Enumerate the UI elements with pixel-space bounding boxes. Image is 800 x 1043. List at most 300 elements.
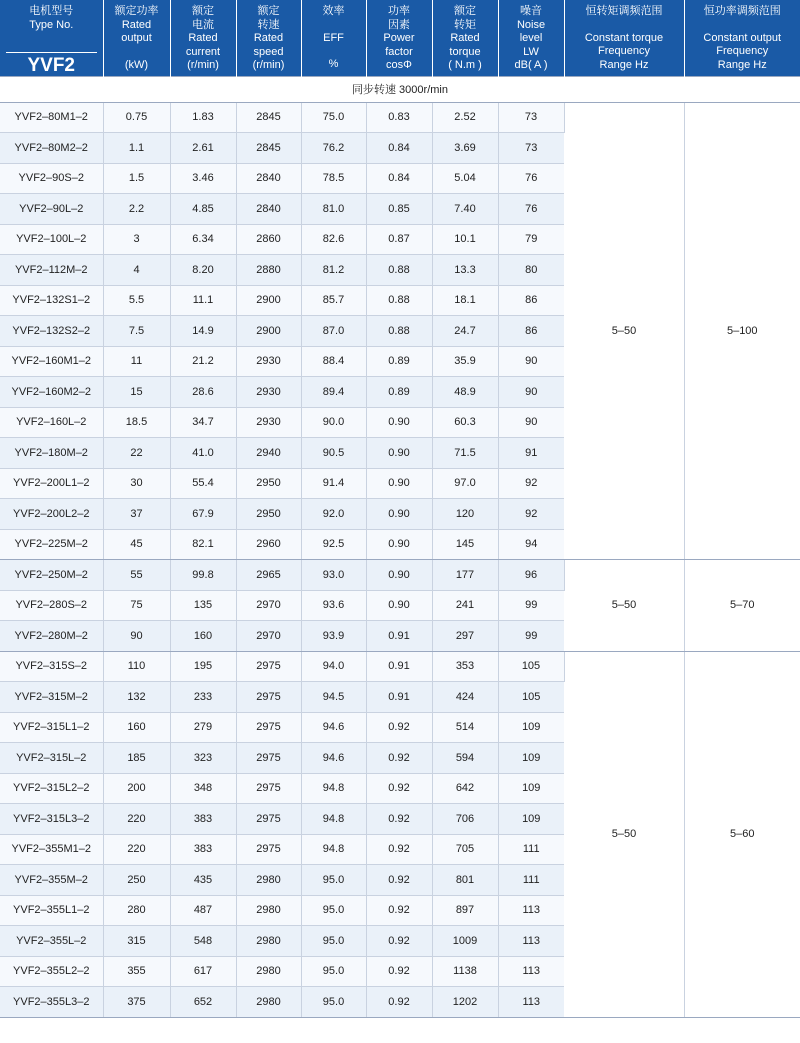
header-label: level	[519, 32, 543, 44]
efficiency-cell: 94.8	[301, 803, 366, 834]
header-power-factor	[366, 0, 432, 76]
model-cell: YVF2–315L1–2	[0, 712, 103, 742]
rated-current-cell: 3.46	[170, 163, 236, 193]
efficiency-cell: 94.0	[301, 651, 366, 681]
rated-current-cell: 21.2	[170, 346, 236, 376]
power-factor-cell: 0.90	[366, 468, 432, 498]
rated-output-cell: 3	[103, 224, 170, 254]
rated-current-cell: 383	[170, 834, 236, 864]
power-factor-cell: 0.91	[366, 681, 432, 712]
rated-output-cell: 110	[103, 651, 170, 681]
efficiency-cell: 95.0	[301, 956, 366, 986]
rated-output-cell: 132	[103, 681, 170, 712]
rated-current-cell: 617	[170, 956, 236, 986]
header-rated-torque	[432, 0, 498, 76]
header-type-en: Type No.	[29, 18, 74, 31]
rated-current-cell: 383	[170, 803, 236, 834]
rated-speed-cell: 2840	[236, 163, 301, 193]
rated-speed-cell: 2975	[236, 681, 301, 712]
rated-torque-cell: 1202	[432, 986, 498, 1017]
rated-torque-cell: 2.52	[432, 102, 498, 132]
header-unit: (r/min)	[187, 59, 219, 71]
model-cell: YVF2–132S2–2	[0, 315, 103, 346]
power-factor-cell: 0.87	[366, 224, 432, 254]
power-factor-cell: 0.89	[366, 346, 432, 376]
model-cell: YVF2–355L1–2	[0, 895, 103, 925]
noise-level-cell: 99	[498, 590, 564, 620]
rated-speed-cell: 2975	[236, 712, 301, 742]
rated-speed-cell: 2970	[236, 620, 301, 651]
rated-speed-cell: 2960	[236, 529, 301, 559]
rated-torque-cell: 18.1	[432, 285, 498, 315]
rated-output-cell: 2.2	[103, 193, 170, 224]
efficiency-cell: 78.5	[301, 163, 366, 193]
rated-speed-cell: 2950	[236, 468, 301, 498]
rated-torque-cell: 60.3	[432, 407, 498, 437]
model-cell: YVF2–160M2–2	[0, 376, 103, 407]
power-factor-cell: 0.92	[366, 895, 432, 925]
header-label: Constant output	[703, 31, 782, 44]
rated-speed-cell: 2840	[236, 193, 301, 224]
header-label: Power	[383, 32, 415, 44]
noise-level-cell: 99	[498, 620, 564, 651]
noise-level-cell: 73	[498, 102, 564, 132]
constant-output-range-cell: 5–100	[684, 102, 800, 559]
efficiency-cell: 75.0	[301, 102, 366, 132]
model-cell: YVF2–315L2–2	[0, 773, 103, 803]
model-cell: YVF2–355M1–2	[0, 834, 103, 864]
rated-speed-cell: 2975	[236, 834, 301, 864]
rated-torque-cell: 801	[432, 864, 498, 895]
rated-torque-cell: 97.0	[432, 468, 498, 498]
noise-level-cell: 90	[498, 346, 564, 376]
rated-speed-cell: 2940	[236, 437, 301, 468]
rated-torque-cell: 1138	[432, 956, 498, 986]
noise-level-cell: 79	[498, 224, 564, 254]
rated-current-cell: 652	[170, 986, 236, 1017]
power-factor-cell: 0.88	[366, 285, 432, 315]
rated-torque-cell: 3.69	[432, 132, 498, 163]
efficiency-cell: 82.6	[301, 224, 366, 254]
power-factor-cell: 0.90	[366, 437, 432, 468]
rated-current-cell: 348	[170, 773, 236, 803]
power-factor-cell: 0.92	[366, 834, 432, 864]
rated-output-cell: 15	[103, 376, 170, 407]
power-factor-cell: 0.92	[366, 956, 432, 986]
rated-current-cell: 435	[170, 864, 236, 895]
constant-output-range-cell: 5–60	[684, 651, 800, 1017]
header-label: EFF	[323, 31, 344, 44]
header-unit: cosΦ	[386, 59, 412, 71]
noise-level-cell: 113	[498, 895, 564, 925]
noise-level-cell: 73	[498, 132, 564, 163]
rated-speed-cell: 2900	[236, 285, 301, 315]
noise-level-cell: 92	[498, 468, 564, 498]
rated-current-cell: 135	[170, 590, 236, 620]
rated-torque-cell: 5.04	[432, 163, 498, 193]
rated-output-cell: 355	[103, 956, 170, 986]
header-label: 额定	[454, 5, 476, 17]
rated-output-cell: 280	[103, 895, 170, 925]
table-row	[0, 559, 800, 590]
rated-current-cell: 4.85	[170, 193, 236, 224]
efficiency-cell: 81.2	[301, 254, 366, 285]
power-factor-cell: 0.90	[366, 498, 432, 529]
header-label: current	[185, 45, 221, 58]
rated-output-cell: 18.5	[103, 407, 170, 437]
table-row	[0, 102, 800, 132]
power-factor-cell: 0.85	[366, 193, 432, 224]
rated-torque-cell: 13.3	[432, 254, 498, 285]
rated-torque-cell: 297	[432, 620, 498, 651]
rated-current-cell: 487	[170, 895, 236, 925]
rated-current-cell: 279	[170, 712, 236, 742]
rated-torque-cell: 642	[432, 773, 498, 803]
model-cell: YVF2–355L2–2	[0, 956, 103, 986]
efficiency-cell: 93.0	[301, 559, 366, 590]
power-factor-cell: 0.90	[366, 590, 432, 620]
efficiency-cell: 94.6	[301, 712, 366, 742]
rated-speed-cell: 2930	[236, 407, 301, 437]
rated-torque-cell: 514	[432, 712, 498, 742]
model-name: YVF2	[6, 52, 97, 78]
efficiency-cell: 76.2	[301, 132, 366, 163]
rated-torque-cell: 353	[432, 651, 498, 681]
rated-current-cell: 11.1	[170, 285, 236, 315]
power-factor-cell: 0.90	[366, 529, 432, 559]
constant-torque-range-cell: 5–50	[564, 559, 684, 651]
rated-output-cell: 375	[103, 986, 170, 1017]
rated-output-cell: 220	[103, 834, 170, 864]
model-cell: YVF2–355M–2	[0, 864, 103, 895]
rated-speed-cell: 2975	[236, 803, 301, 834]
rated-speed-cell: 2880	[236, 254, 301, 285]
rated-speed-cell: 2975	[236, 773, 301, 803]
model-cell: YVF2–80M1–2	[0, 102, 103, 132]
header-label: 功率	[388, 5, 410, 17]
table-body	[0, 76, 800, 1017]
efficiency-cell: 92.0	[301, 498, 366, 529]
constant-torque-range-cell: 5–50	[564, 651, 684, 1017]
header-label: Frequency	[598, 45, 650, 57]
noise-level-cell: 90	[498, 407, 564, 437]
header-label: Constant torque	[584, 31, 664, 44]
rated-current-cell: 28.6	[170, 376, 236, 407]
rated-torque-cell: 145	[432, 529, 498, 559]
header-rated-current	[170, 0, 236, 76]
table-row	[0, 651, 800, 681]
header-label: Range Hz	[717, 58, 767, 71]
rated-torque-cell: 48.9	[432, 376, 498, 407]
rated-output-cell: 1.5	[103, 163, 170, 193]
noise-level-cell: 111	[498, 864, 564, 895]
rated-torque-cell: 7.40	[432, 193, 498, 224]
efficiency-cell: 87.0	[301, 315, 366, 346]
noise-level-cell: 80	[498, 254, 564, 285]
rated-speed-cell: 2980	[236, 925, 301, 956]
rated-speed-cell: 2975	[236, 742, 301, 773]
model-cell: YVF2–200L2–2	[0, 498, 103, 529]
rated-speed-cell: 2980	[236, 895, 301, 925]
rated-torque-cell: 594	[432, 742, 498, 773]
header-noise-level	[498, 0, 564, 76]
rated-speed-cell: 2965	[236, 559, 301, 590]
efficiency-cell: 94.6	[301, 742, 366, 773]
rated-speed-cell: 2980	[236, 986, 301, 1017]
efficiency-cell: 90.5	[301, 437, 366, 468]
rated-current-cell: 2.61	[170, 132, 236, 163]
model-cell: YVF2–80M2–2	[0, 132, 103, 163]
efficiency-cell: 85.7	[301, 285, 366, 315]
noise-level-cell: 113	[498, 956, 564, 986]
power-factor-cell: 0.88	[366, 315, 432, 346]
rated-output-cell: 22	[103, 437, 170, 468]
header-label: 电流	[192, 18, 214, 31]
rated-torque-cell: 71.5	[432, 437, 498, 468]
noise-level-cell: 86	[498, 285, 564, 315]
rated-current-cell: 323	[170, 742, 236, 773]
efficiency-cell: 95.0	[301, 986, 366, 1017]
rated-speed-cell: 2930	[236, 346, 301, 376]
header-constant-torque-range	[564, 0, 684, 76]
rated-output-cell: 4	[103, 254, 170, 285]
rated-current-cell: 160	[170, 620, 236, 651]
model-cell: YVF2–100L–2	[0, 224, 103, 254]
rated-output-cell: 5.5	[103, 285, 170, 315]
model-cell: YVF2–160M1–2	[0, 346, 103, 376]
efficiency-cell: 93.9	[301, 620, 366, 651]
efficiency-cell: 93.6	[301, 590, 366, 620]
model-cell: YVF2–160L–2	[0, 407, 103, 437]
rated-current-cell: 34.7	[170, 407, 236, 437]
header-label: 噪音	[520, 5, 542, 17]
header-unit: dB( A )	[514, 59, 548, 71]
noise-level-cell: 94	[498, 529, 564, 559]
rated-output-cell: 0.75	[103, 102, 170, 132]
header-label: factor	[385, 45, 413, 58]
header-label: 额定功率	[114, 5, 159, 17]
model-cell: YVF2–315M–2	[0, 681, 103, 712]
efficiency-cell: 88.4	[301, 346, 366, 376]
header-label: 恒功率调频范围	[703, 5, 781, 17]
noise-level-cell: 86	[498, 315, 564, 346]
constant-output-range-cell: 5–70	[684, 559, 800, 651]
rated-current-cell: 195	[170, 651, 236, 681]
noise-level-cell: 105	[498, 651, 564, 681]
rated-speed-cell: 2975	[236, 651, 301, 681]
model-cell: YVF2–90L–2	[0, 193, 103, 224]
power-factor-cell: 0.88	[366, 254, 432, 285]
power-factor-cell: 0.92	[366, 864, 432, 895]
efficiency-cell: 95.0	[301, 895, 366, 925]
rated-current-cell: 99.8	[170, 559, 236, 590]
rated-current-cell: 8.20	[170, 254, 236, 285]
rated-torque-cell: 706	[432, 803, 498, 834]
rated-torque-cell: 241	[432, 590, 498, 620]
rated-current-cell: 41.0	[170, 437, 236, 468]
header-type-cn: 电机型号	[29, 5, 74, 17]
header-label: 效率	[322, 5, 345, 17]
header-label: 转矩	[454, 18, 476, 31]
efficiency-cell: 95.0	[301, 925, 366, 956]
header-label: 转速	[257, 18, 280, 31]
header-label: torque	[449, 45, 481, 58]
power-factor-cell: 0.92	[366, 803, 432, 834]
noise-level-cell: 111	[498, 834, 564, 864]
rated-output-cell: 7.5	[103, 315, 170, 346]
rated-output-cell: 30	[103, 468, 170, 498]
efficiency-cell: 94.5	[301, 681, 366, 712]
efficiency-cell: 94.8	[301, 834, 366, 864]
header-label: 额定	[192, 5, 214, 17]
power-factor-cell: 0.83	[366, 102, 432, 132]
model-cell: YVF2–315L3–2	[0, 803, 103, 834]
model-cell: YVF2–280S–2	[0, 590, 103, 620]
header-label: Rated	[121, 18, 152, 31]
power-factor-cell: 0.89	[366, 376, 432, 407]
header-label: 因素	[388, 18, 410, 31]
rated-output-cell: 55	[103, 559, 170, 590]
rated-torque-cell: 24.7	[432, 315, 498, 346]
noise-level-cell: 105	[498, 681, 564, 712]
header-efficiency	[301, 0, 366, 76]
rated-output-cell: 250	[103, 864, 170, 895]
rated-speed-cell: 2845	[236, 102, 301, 132]
rated-output-cell: 37	[103, 498, 170, 529]
header-label: output	[121, 32, 152, 44]
rated-speed-cell: 2980	[236, 864, 301, 895]
constant-torque-range-cell: 5–50	[564, 102, 684, 559]
rated-output-cell: 11	[103, 346, 170, 376]
noise-level-cell: 76	[498, 163, 564, 193]
rated-torque-cell: 35.9	[432, 346, 498, 376]
efficiency-cell: 91.4	[301, 468, 366, 498]
rated-current-cell: 14.9	[170, 315, 236, 346]
header-unit: (kW)	[124, 58, 149, 71]
header-rated-output	[103, 0, 170, 76]
header-label: Rated	[450, 32, 480, 44]
noise-level-cell: 113	[498, 986, 564, 1017]
rated-output-cell: 185	[103, 742, 170, 773]
header-constant-output-range	[684, 0, 800, 76]
efficiency-cell: 95.0	[301, 864, 366, 895]
rated-current-cell: 55.4	[170, 468, 236, 498]
efficiency-cell: 90.0	[301, 407, 366, 437]
rated-output-cell: 75	[103, 590, 170, 620]
rated-current-cell: 6.34	[170, 224, 236, 254]
section-row	[0, 76, 800, 102]
power-factor-cell: 0.84	[366, 132, 432, 163]
rated-speed-cell: 2930	[236, 376, 301, 407]
power-factor-cell: 0.92	[366, 742, 432, 773]
rated-speed-cell: 2970	[236, 590, 301, 620]
header-label: Frequency	[716, 45, 769, 57]
rated-torque-cell: 120	[432, 498, 498, 529]
rated-output-cell: 45	[103, 529, 170, 559]
rated-torque-cell: 1009	[432, 925, 498, 956]
model-cell: YVF2–355L–2	[0, 925, 103, 956]
rated-speed-cell: 2860	[236, 224, 301, 254]
rated-output-cell: 220	[103, 803, 170, 834]
header-rated-speed	[236, 0, 301, 76]
efficiency-cell: 94.8	[301, 773, 366, 803]
noise-level-cell: 109	[498, 803, 564, 834]
power-factor-cell: 0.90	[366, 407, 432, 437]
efficiency-cell: 81.0	[301, 193, 366, 224]
header-label: 恒转矩调频范围	[585, 5, 663, 17]
rated-speed-cell: 2950	[236, 498, 301, 529]
model-cell: YVF2–90S–2	[0, 163, 103, 193]
power-factor-cell: 0.92	[366, 986, 432, 1017]
header-label: Noise	[516, 18, 546, 31]
rated-current-cell: 82.1	[170, 529, 236, 559]
rated-output-cell: 1.1	[103, 132, 170, 163]
rated-torque-cell: 177	[432, 559, 498, 590]
header-type-cell	[0, 0, 103, 76]
rated-output-cell: 200	[103, 773, 170, 803]
model-cell: YVF2–355L3–2	[0, 986, 103, 1017]
table-header	[0, 0, 800, 76]
rated-current-cell: 548	[170, 925, 236, 956]
rated-output-cell: 315	[103, 925, 170, 956]
header-unit: (r/min)	[252, 59, 285, 71]
rated-torque-cell: 897	[432, 895, 498, 925]
power-factor-cell: 0.92	[366, 712, 432, 742]
header-label: LW	[523, 45, 539, 58]
model-cell: YVF2–112M–2	[0, 254, 103, 285]
power-factor-cell: 0.92	[366, 925, 432, 956]
rated-torque-cell: 705	[432, 834, 498, 864]
model-cell: YVF2–315L–2	[0, 742, 103, 773]
model-cell: YVF2–132S1–2	[0, 285, 103, 315]
section-label: 同步转速 3000r/min	[0, 76, 800, 102]
header-label: Rated	[188, 32, 218, 44]
noise-level-cell: 90	[498, 376, 564, 407]
noise-level-cell: 109	[498, 742, 564, 773]
header-label: Range Hz	[599, 58, 649, 71]
header-unit: %	[328, 58, 339, 70]
rated-speed-cell: 2900	[236, 315, 301, 346]
model-cell: YVF2–180M–2	[0, 437, 103, 468]
efficiency-cell: 89.4	[301, 376, 366, 407]
header-label: Rated	[253, 32, 284, 44]
power-factor-cell: 0.91	[366, 620, 432, 651]
model-cell: YVF2–315S–2	[0, 651, 103, 681]
header-unit: ( N.m )	[448, 59, 482, 71]
rated-output-cell: 90	[103, 620, 170, 651]
noise-level-cell: 109	[498, 773, 564, 803]
rated-output-cell: 160	[103, 712, 170, 742]
power-factor-cell: 0.92	[366, 773, 432, 803]
noise-level-cell: 113	[498, 925, 564, 956]
noise-level-cell: 92	[498, 498, 564, 529]
power-factor-cell: 0.90	[366, 559, 432, 590]
rated-current-cell: 233	[170, 681, 236, 712]
rated-torque-cell: 424	[432, 681, 498, 712]
power-factor-cell: 0.84	[366, 163, 432, 193]
noise-level-cell: 91	[498, 437, 564, 468]
model-cell: YVF2–200L1–2	[0, 468, 103, 498]
noise-level-cell: 109	[498, 712, 564, 742]
header-label: speed	[253, 45, 284, 58]
rated-speed-cell: 2845	[236, 132, 301, 163]
rated-torque-cell: 10.1	[432, 224, 498, 254]
rated-current-cell: 1.83	[170, 102, 236, 132]
rated-speed-cell: 2980	[236, 956, 301, 986]
model-cell: YVF2–280M–2	[0, 620, 103, 651]
power-factor-cell: 0.91	[366, 651, 432, 681]
rated-current-cell: 67.9	[170, 498, 236, 529]
